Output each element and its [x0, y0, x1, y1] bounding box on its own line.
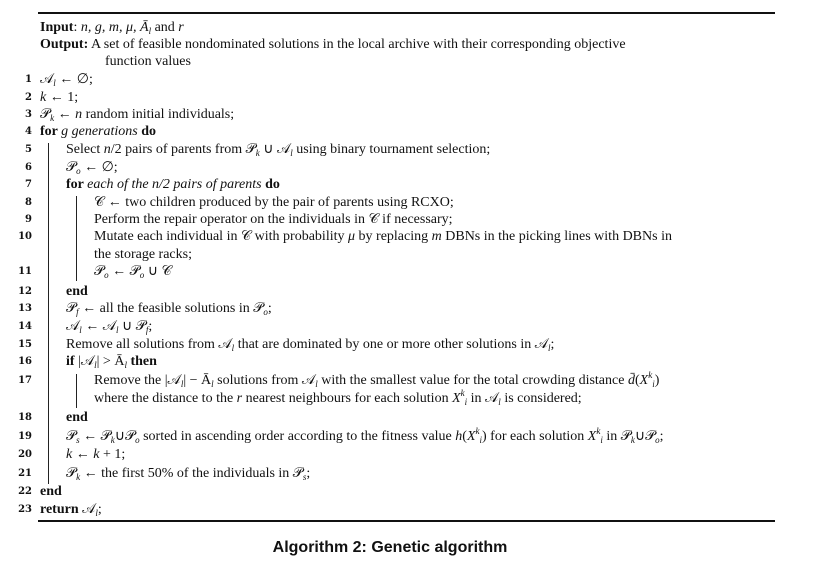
- line-text: ← 𝒜: [81, 319, 117, 334]
- line-text: μ: [348, 229, 356, 244]
- line-number: 12: [18, 286, 32, 297]
- line-number: 2: [25, 92, 32, 103]
- line-text: ;: [659, 429, 664, 444]
- line-text: l: [211, 379, 214, 389]
- line-text: s: [76, 435, 80, 445]
- algorithm-line: [105, 54, 191, 69]
- line-number: 11: [18, 266, 32, 277]
- algorithm-line: [94, 388, 582, 407]
- line-text: k: [460, 388, 465, 398]
- line-text: ← 𝒫: [108, 264, 140, 279]
- line-text: 𝒞 ← two children produced by the pair of parents using RCXO;: [94, 195, 454, 210]
- line-text: 𝒫: [66, 301, 77, 316]
- line-text: k: [475, 426, 480, 436]
- line-number: 4: [25, 126, 32, 137]
- algorithm-line: [66, 466, 310, 481]
- line-text: ;: [550, 337, 555, 352]
- keyword: end: [66, 410, 88, 425]
- line-text: ← all the feasible solutions in 𝒫: [78, 301, 264, 316]
- line-text: 𝒫: [40, 107, 51, 122]
- line-text: (: [462, 429, 467, 444]
- line-text: 𝒫: [66, 429, 77, 444]
- line-text: ;: [267, 301, 272, 316]
- keyword: return: [40, 502, 83, 517]
- bottom-rule: [38, 520, 775, 522]
- algorithm-line: [94, 195, 454, 210]
- line-text: k: [255, 148, 260, 158]
- keyword: end: [40, 484, 62, 499]
- line-text: ←: [72, 447, 94, 462]
- line-number: 3: [25, 109, 32, 120]
- line-text: 𝒜: [66, 319, 80, 334]
- algorithm-line: [40, 107, 234, 122]
- line-text: ← ∅;: [55, 72, 93, 87]
- keyword: Output:: [40, 37, 89, 52]
- line-text: l: [95, 508, 98, 518]
- line-text: ← ∅;: [80, 160, 118, 175]
- line-text: l: [290, 148, 293, 158]
- keyword: Input: [40, 20, 74, 35]
- line-text: + 1;: [99, 447, 126, 462]
- line-text: k: [40, 90, 47, 105]
- algorithm-caption: Algorithm 2: Genetic algorithm: [272, 539, 508, 556]
- line-text: ∪ 𝒜: [259, 142, 291, 157]
- line-text: i: [600, 435, 603, 445]
- algorithm-line: [94, 212, 453, 227]
- algorithm-line: [40, 20, 184, 35]
- line-number: 14: [18, 321, 32, 332]
- algorithm-line: [66, 447, 125, 462]
- line-text: X: [639, 373, 649, 388]
- line-text: Select: [66, 142, 104, 157]
- line-number: 22: [18, 486, 32, 497]
- line-text: Mutate each individual in 𝒞 with probability: [94, 229, 348, 244]
- algorithm-line: [94, 229, 672, 244]
- line-text: l: [498, 397, 501, 407]
- algorithm-line: [66, 160, 118, 175]
- line-text: 𝒫: [245, 142, 256, 157]
- line-text: where the distance to the: [94, 391, 237, 406]
- line-text: | > Ā: [96, 354, 125, 369]
- keyword: if: [66, 354, 79, 369]
- line-text: | − Ā: [183, 373, 212, 388]
- line-text: random initial individuals;: [82, 107, 235, 122]
- algorithm-line: [66, 319, 152, 334]
- line-number: 1: [25, 74, 32, 85]
- indent-bar-inner-for: [76, 196, 77, 281]
- line-number: 5: [25, 144, 32, 155]
- algorithm-line: [40, 502, 102, 517]
- line-text: 𝒫: [66, 466, 77, 481]
- line-text: k: [50, 113, 55, 123]
- line-text: is considered;: [500, 391, 582, 406]
- line-text: o: [655, 435, 660, 445]
- line-text: f: [76, 307, 79, 317]
- line-text: k: [93, 447, 100, 462]
- line-text: 𝒜: [82, 502, 96, 517]
- line-text: i: [464, 397, 468, 407]
- algorithm-line: [66, 426, 664, 445]
- line-text: (: [634, 373, 640, 388]
- indent-bar-for-loop: [48, 143, 49, 484]
- keyword: then: [126, 354, 157, 369]
- line-text: X: [452, 391, 461, 406]
- line-text: function values: [105, 54, 191, 69]
- line-number: 8: [25, 197, 32, 208]
- line-number: 19: [18, 431, 32, 442]
- line-text: ;: [97, 502, 102, 517]
- line-text: r: [178, 20, 184, 35]
- line-text: ;: [306, 466, 311, 481]
- line-text: d̄: [627, 373, 635, 388]
- algorithm-line: [66, 284, 88, 299]
- line-number: 16: [18, 356, 32, 367]
- line-text: l: [116, 325, 119, 335]
- line-text: ∪ 𝒫: [118, 319, 146, 334]
- line-text: |𝒜: [78, 354, 95, 369]
- algorithm-line: [66, 354, 157, 369]
- line-text: ← 1;: [46, 90, 79, 105]
- line-text: l: [180, 379, 184, 389]
- algorithm-line: [94, 264, 172, 279]
- line-text: i: [652, 379, 655, 389]
- line-text: h: [455, 429, 463, 444]
- line-text: k: [66, 447, 73, 462]
- line-text: X: [466, 429, 476, 444]
- line-text: DBNs in the picking lines with DBNs in: [441, 229, 672, 244]
- line-text: 𝒫: [66, 160, 77, 175]
- line-number: 15: [18, 339, 32, 350]
- line-text: l: [124, 360, 127, 370]
- algorithm-line: [66, 410, 88, 425]
- line-text: 𝒜: [40, 72, 54, 87]
- line-text: o: [76, 166, 81, 176]
- line-text: ← 𝒫: [79, 429, 111, 444]
- line-text: k: [630, 435, 635, 445]
- line-text: i: [479, 435, 483, 445]
- line-text: Remove all solutions from 𝒜: [66, 337, 232, 352]
- line-text: nearest neighbours for each solution: [242, 391, 453, 406]
- line-text: o: [135, 435, 140, 445]
- line-text: k: [596, 426, 601, 436]
- line-text: in 𝒫: [602, 429, 631, 444]
- algorithm-line: [40, 90, 78, 105]
- line-text: r: [236, 391, 243, 406]
- line-text: and: [151, 20, 179, 35]
- keyword: for: [66, 177, 88, 192]
- keyword: do: [137, 124, 157, 139]
- line-text: by replacing: [355, 229, 432, 244]
- line-text: with the smallest value for the total crowding distance: [317, 373, 628, 388]
- line-number: 17: [18, 375, 32, 386]
- algorithm-line: [66, 301, 272, 316]
- line-text: f: [145, 325, 149, 335]
- line-text: in 𝒜: [467, 391, 499, 406]
- line-text: Remove the |𝒜: [94, 373, 181, 388]
- line-text: ∪𝒫: [114, 429, 136, 444]
- line-number: 18: [18, 412, 32, 423]
- line-text: ∪𝒫: [634, 429, 656, 444]
- line-number: 10: [18, 231, 32, 242]
- algorithm-line: [94, 247, 192, 262]
- line-text: l: [79, 325, 82, 335]
- line-text: each of the n/2 pairs of parents: [87, 177, 262, 192]
- line-text: l: [547, 343, 551, 353]
- line-number: 20: [18, 449, 32, 460]
- line-text: ← the first 50% of the individuals in 𝒫: [80, 466, 303, 481]
- top-rule: [38, 12, 775, 14]
- line-text: /2 pairs of parents from: [110, 142, 246, 157]
- line-number: 9: [25, 214, 32, 225]
- line-text: sorted in ascending order according to the fitness value: [139, 429, 456, 444]
- keyword: end: [66, 284, 88, 299]
- line-text: ) for each solution: [482, 429, 588, 444]
- line-text: the storage racks;: [94, 247, 192, 262]
- line-text: 𝒫: [94, 264, 105, 279]
- line-text: k: [110, 435, 115, 445]
- line-text: ∪ 𝒞: [144, 264, 172, 279]
- line-text: s: [302, 472, 307, 482]
- line-text: :: [73, 20, 81, 35]
- line-text: g generations: [61, 124, 138, 139]
- algorithm-line: [40, 484, 62, 499]
- line-text: Perform the repair operator on the individuals in 𝒞 if necessary;: [94, 212, 453, 227]
- line-text: A set of feasible nondominated solutions in the local archive with their corresponding objective: [88, 37, 626, 52]
- line-text: n: [103, 142, 111, 157]
- line-text: Ā: [140, 20, 149, 35]
- line-text: n: [75, 107, 83, 122]
- line-text: l: [315, 379, 318, 389]
- line-text: ): [654, 373, 660, 388]
- line-number: 21: [18, 468, 32, 479]
- line-text: l: [148, 26, 152, 36]
- algorithm-line: [66, 337, 554, 352]
- line-text: using binary tournament selection;: [292, 142, 491, 157]
- algorithm-line: [66, 177, 280, 192]
- keyword: for: [40, 124, 62, 139]
- line-text: k: [648, 370, 653, 380]
- line-text: o: [104, 270, 109, 280]
- line-number: 6: [25, 162, 32, 173]
- line-text: solutions from 𝒜: [213, 373, 316, 388]
- line-number: 7: [25, 179, 32, 190]
- algorithm-line: [94, 370, 660, 389]
- line-text: l: [231, 343, 235, 353]
- algorithm-line: [40, 37, 626, 52]
- line-text: k: [76, 472, 81, 482]
- line-text: l: [53, 78, 56, 88]
- line-text: o: [139, 270, 145, 280]
- indent-bar-if: [76, 374, 77, 408]
- algorithm-line: [66, 142, 490, 157]
- line-text: that are dominated by one or more other solutions in 𝒜: [234, 337, 548, 352]
- algorithm-line: [40, 72, 93, 87]
- line-number: 23: [18, 504, 32, 515]
- line-text: X: [587, 429, 597, 444]
- keyword: do: [261, 177, 280, 192]
- line-text: o: [263, 307, 268, 317]
- line-text: n, g, m, μ,: [80, 20, 140, 35]
- line-number: 13: [18, 303, 32, 314]
- line-text: m: [431, 229, 442, 244]
- line-text: ;: [148, 319, 153, 334]
- line-text: ←: [54, 107, 76, 122]
- algorithm-line: [40, 124, 156, 139]
- line-text: l: [94, 360, 97, 370]
